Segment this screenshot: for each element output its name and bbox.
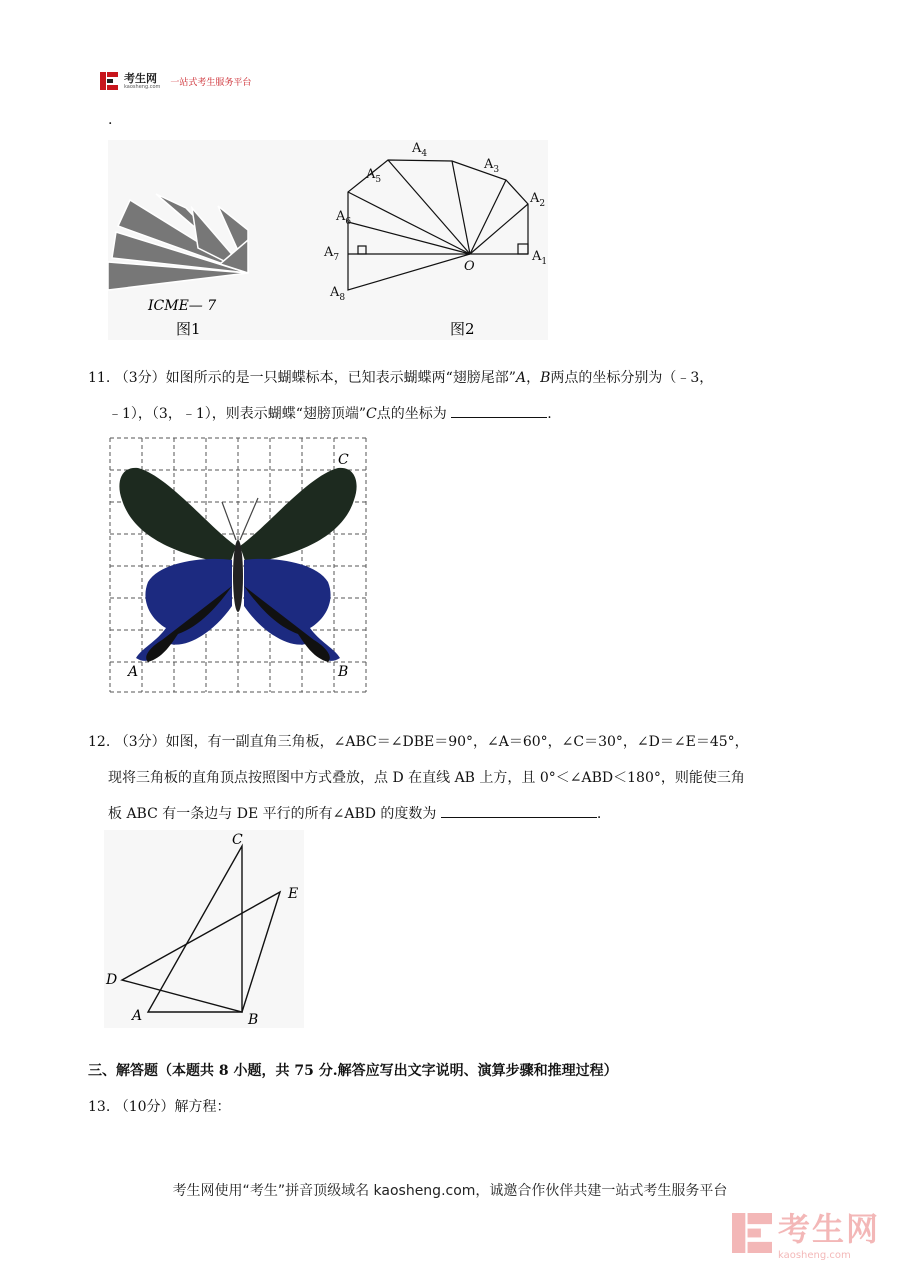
label-A6: $A_6$ [336, 209, 352, 227]
icme-label: ICME— 7 [148, 298, 217, 314]
brand-domain: kaosheng.com [124, 83, 161, 90]
label-O: O [464, 259, 475, 274]
label-A5: $A_5$ [366, 167, 382, 185]
label-E: E [288, 886, 299, 902]
label-A4: $A_4$ [412, 141, 428, 159]
q10-figure [108, 140, 548, 340]
watermark [732, 1204, 880, 1261]
label-A1: $A_1$ [532, 249, 548, 267]
q11-line1: 11. （3分）如图所示的是一只蝴蝶标本，已知表示蝴蝶两“翅膀尾部”A，B两点的坐标分别为（﹣3， [88, 370, 714, 386]
label-A8: $A_8$ [330, 285, 346, 303]
brand-name: 考生网 [124, 71, 157, 85]
label-A: A [128, 664, 139, 680]
leading-dot: . [108, 112, 113, 128]
label-B: B [338, 664, 349, 680]
label-C: C [338, 452, 349, 468]
q13: 13. （10分）解方程： [88, 1099, 231, 1115]
label-A3: $A_3$ [484, 157, 500, 175]
watermark-logo-icon [732, 1213, 772, 1253]
q11-answer-blank[interactable] [451, 403, 547, 418]
q12-line2: 现将三角板的直角顶点按照图中方式叠放，点 D 在直线 AB 上方，且 0°＜∠ABD＜180°，则能使三角 [108, 770, 745, 786]
label-C: C [232, 832, 243, 848]
q11-line2: ﹣1），（3，﹣1），则表示蝴蝶“翅膀顶端”C点的坐标为 . [108, 396, 828, 432]
label-A7: $A_7$ [324, 245, 340, 263]
triangles-figure [104, 830, 304, 1028]
caption-fig2: 图2 [450, 320, 475, 338]
label-D: D [106, 972, 118, 988]
header-logo [100, 72, 251, 90]
q12-line1: 12. （3分）如图，有一副直角三角板，∠ABC＝∠DBE＝90°，∠A＝60°，∠C＝30°，∠D＝∠E＝45°， [88, 734, 749, 750]
footer-text: 考生网使用“考生”拼音顶级域名 kaosheng.com，诚邀合作伙伴共建一站式考生服务平台 [172, 1183, 728, 1199]
butterfly-grid-figure [108, 436, 368, 694]
watermark-brand: 考生网 [777, 1210, 880, 1248]
q12-line3: 板 ABC 有一条边与 DE 平行的所有∠ABD 的度数为 . [108, 796, 848, 832]
q12-answer-blank[interactable] [441, 803, 597, 818]
caption-fig1: 图1 [176, 320, 201, 338]
brand-slogan: 一站式考生服务平台 [170, 77, 252, 88]
watermark-domain: kaosheng.com [777, 1250, 851, 1261]
label-A: A [132, 1008, 143, 1024]
label-A2: $A_2$ [530, 191, 546, 209]
kaosheng-logo-icon [100, 72, 118, 90]
label-B: B [248, 1012, 259, 1028]
section3-title: 三、解答题（本题共 8 小题，共 75 分.解答应写出文字说明、演算步骤和推理过程） [88, 1063, 618, 1079]
